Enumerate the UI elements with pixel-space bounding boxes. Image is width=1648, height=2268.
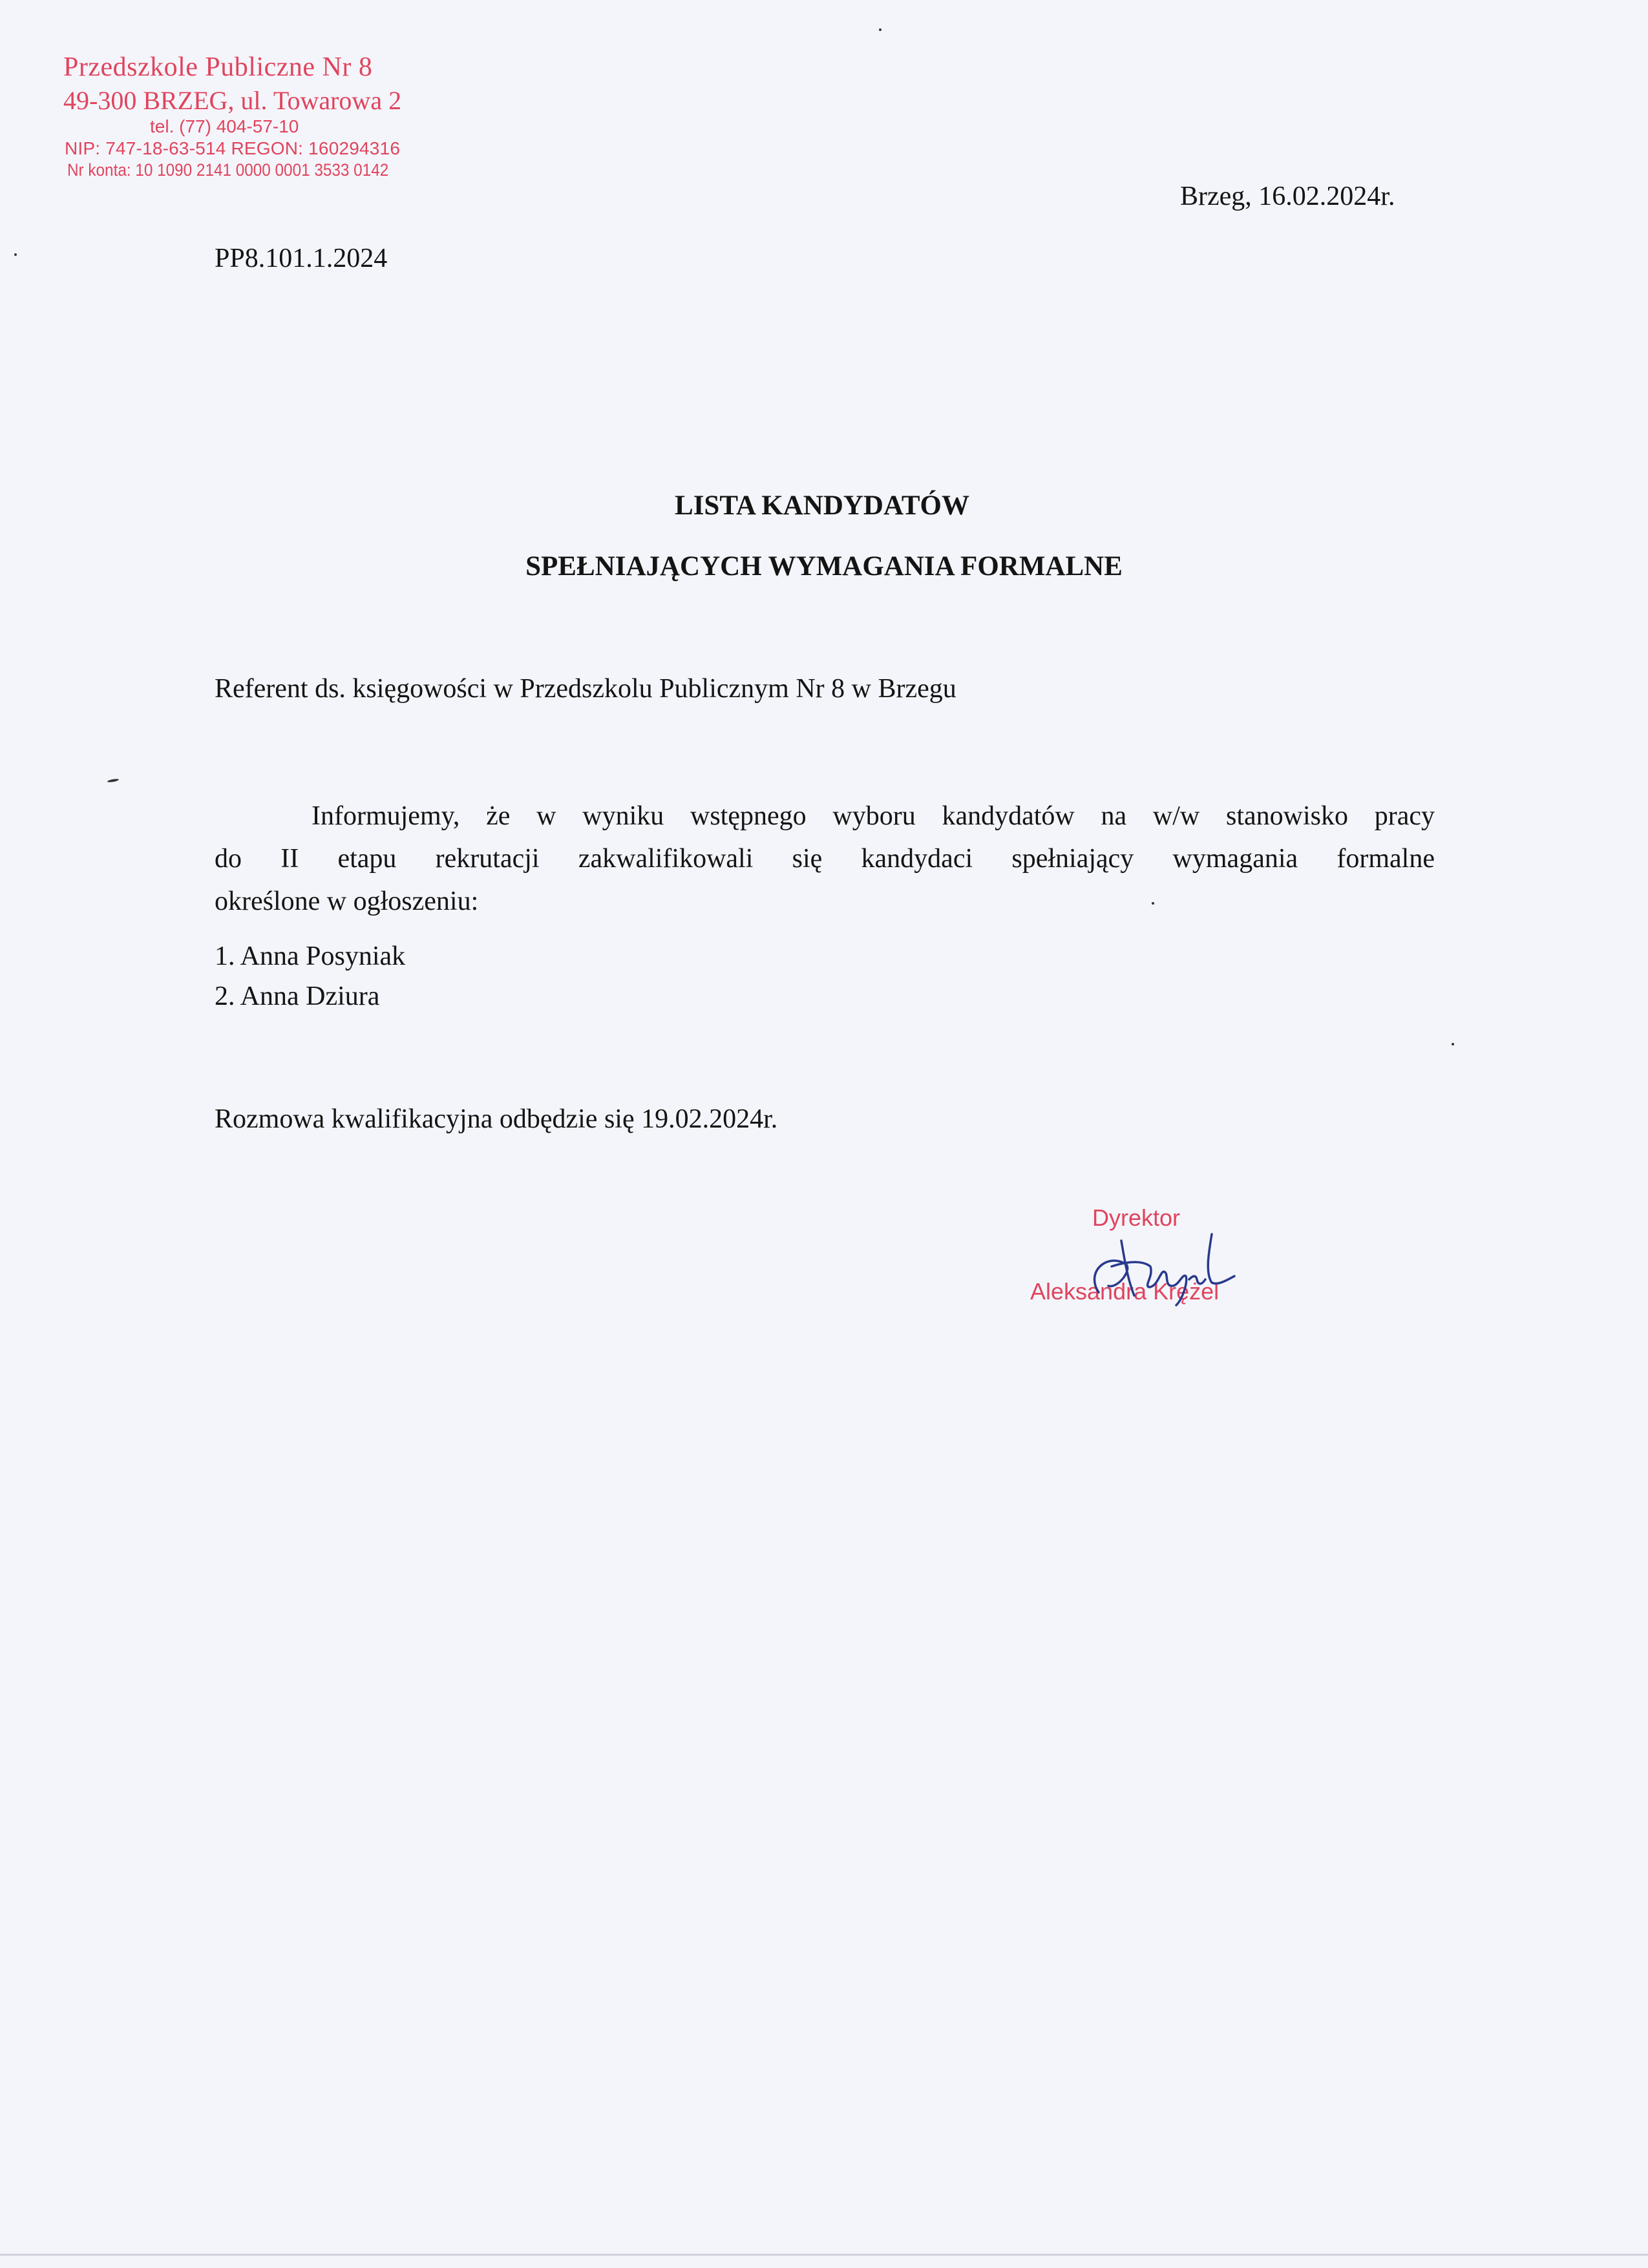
document-title-line1: LISTA KANDYDATÓW <box>675 490 969 521</box>
scan-edge-line <box>0 2254 1648 2256</box>
scan-speck <box>1152 902 1154 905</box>
signature-title: Dyrektor <box>1092 1204 1181 1231</box>
stamp-account: Nr konta: 10 1090 2141 0000 0001 3533 0142 <box>67 160 389 180</box>
reference-number: PP8.101.1.2024 <box>215 244 388 273</box>
paragraph-line-2: do II etapu rekrutacji zakwalifikowali się kandydaci spełniający wymagania formalne <box>215 844 1435 874</box>
handwritten-signature <box>1073 1215 1254 1312</box>
candidate-item: 2. Anna Dziura <box>215 982 380 1011</box>
interview-date-note: Rozmowa kwalifikacyjna odbędzie się 19.02.2024r. <box>215 1104 778 1134</box>
announcement-paragraph <box>215 795 1435 923</box>
paragraph-line-3: określone w ogłoszeniu: <box>215 887 479 916</box>
document-date: Brzeg, 16.02.2024r. <box>1180 182 1395 211</box>
candidate-item: 1. Anna Posyniak <box>215 941 406 971</box>
stamp-address: 49-300 BRZEG, ul. Towarowa 2 <box>63 86 402 115</box>
stamp-nip-regon: NIP: 747-18-63-514 REGON: 160294316 <box>65 138 401 158</box>
signature-name: Aleksandra Krężel <box>1030 1278 1220 1305</box>
stamp-school-name: Przedszkole Publiczne Nr 8 <box>63 52 373 82</box>
document-title-line2: SPEŁNIAJĄCYCH WYMAGANIA FORMALNE <box>525 551 1123 582</box>
job-position: Referent ds. księgowości w Przedszkolu Publicznym Nr 8 w Brzegu <box>215 674 956 704</box>
scan-speck <box>1452 1043 1454 1045</box>
scan-speck <box>879 28 882 31</box>
stamp-phone: tel. (77) 404-57-10 <box>150 116 299 136</box>
scan-speck <box>107 778 119 782</box>
scan-speck <box>14 253 17 256</box>
paragraph-line-1: Informujemy, że w wyniku wstępnego wyboru kandydatów na w/w stanowisko pracy <box>312 801 1435 831</box>
